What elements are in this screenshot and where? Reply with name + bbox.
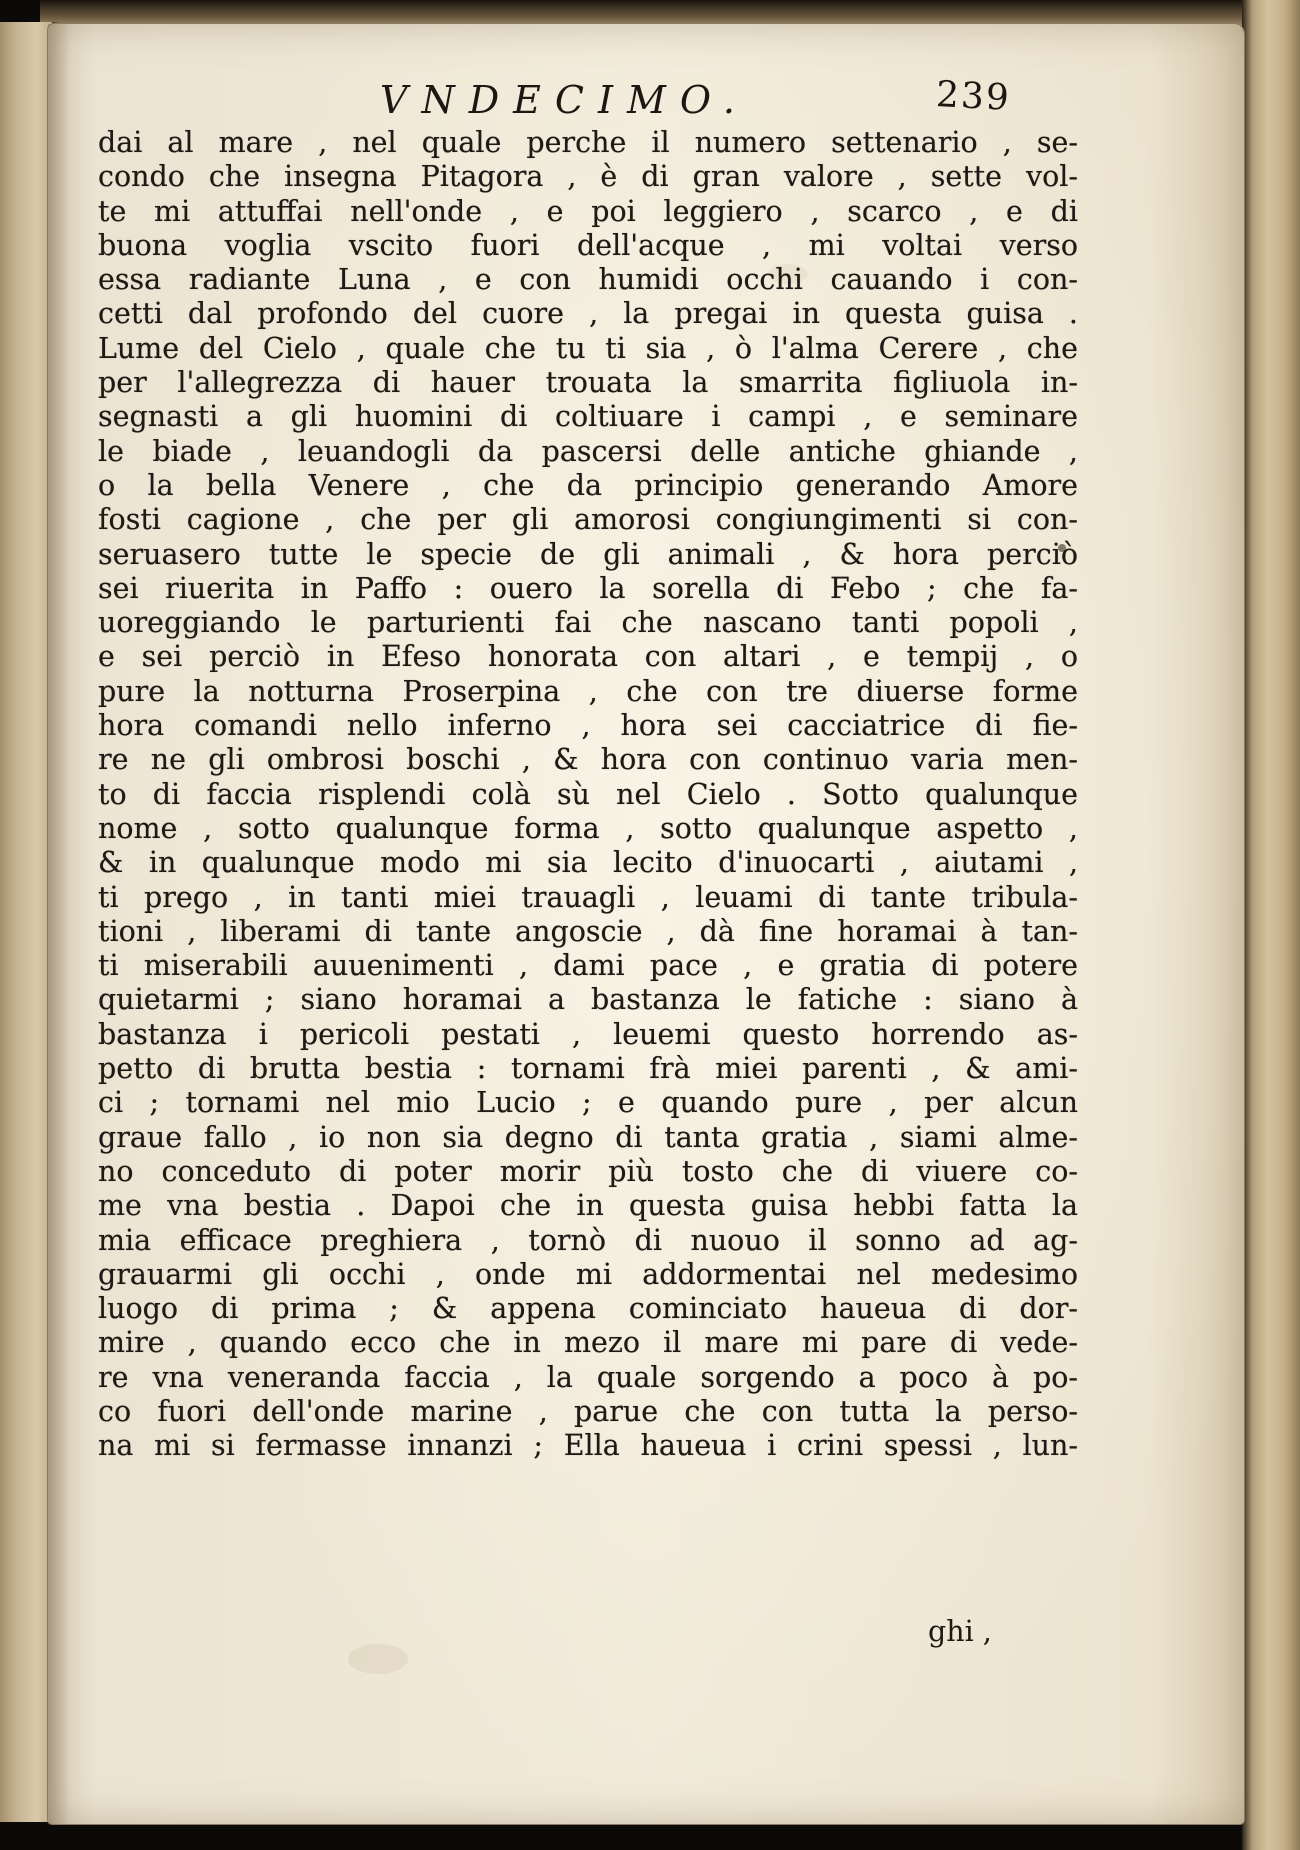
text-line: segnasti a gli huomini di coltiuare i campi , e seminare xyxy=(98,400,1078,434)
text-line: to di faccia risplendi colà sù nel Cielo . Sotto qualunque xyxy=(98,777,1078,811)
text-line: dai al mare , nel quale perche il numero settenario , se- xyxy=(98,126,1078,159)
text-line: e sei perciò in Efeso honorata con altari , e tempij , o xyxy=(98,640,1078,674)
text-line: le biade , leuandogli da pascersi delle antiche ghiande , xyxy=(98,434,1078,468)
text-line: co fuori dell'onde marine , parue che con tutta la perso- xyxy=(98,1394,1078,1428)
text-line: Lume del Cielo , quale che tu ti sia , ò l'alma Cerere , che xyxy=(98,331,1078,365)
text-line: & in qualunque modo mi sia lecito d'inuocarti , aiutami , xyxy=(98,846,1078,880)
text-line: per l'allegrezza di hauer trouata la smarrita figliuola in- xyxy=(98,366,1078,400)
text-block xyxy=(98,126,1078,1464)
text-line: essa radiante Luna , e con humidi occhi cauando i con- xyxy=(98,263,1078,297)
text-line: te mi attuffai nell'onde , e poi leggiero , scarco , e di xyxy=(98,194,1078,228)
text-line: na mi si fermasse innanzi ; Ella haueua i crini spessi , lun- xyxy=(98,1429,1078,1463)
binding-edge xyxy=(1242,0,1300,1850)
text-line: sei riuerita in Paffo : ouero la sorella di Febo ; che fa- xyxy=(98,571,1078,605)
text-line: cetti dal profondo del cuore , la pregai in questa guisa . xyxy=(98,297,1078,331)
text-line: hora comandi nello inferno , hora sei cacciatrice di fie- xyxy=(98,709,1078,743)
text-line: seruasero tutte le specie de gli animali , & hora perciò xyxy=(98,537,1078,571)
text-line: tioni , liberami di tante angoscie , dà fine horamai à tan- xyxy=(98,914,1078,948)
text-line: mia efficace preghiera , tornò di nuouo il sonno ad ag- xyxy=(98,1223,1078,1257)
text-line: nome , sotto qualunque forma , sotto qualunque aspetto , xyxy=(98,811,1078,845)
text-line: re vna veneranda faccia , la quale sorgendo a poco à po- xyxy=(98,1360,1078,1394)
catchword: ghi , xyxy=(928,1615,992,1648)
text-line: grauarmi gli occhi , onde mi addormentai nel medesimo xyxy=(98,1257,1078,1291)
page-number: 239 xyxy=(934,74,1012,119)
text-line: quietarmi ; siano horamai a bastanza le fatiche : siano à xyxy=(98,983,1078,1017)
text-line: fosti cagione , che per gli amorosi congiungimenti si con- xyxy=(98,503,1078,537)
text-line: petto di brutta bestia : tornami frà miei parenti , & ami- xyxy=(98,1052,1078,1086)
text-line: luogo di prima ; & appena cominciato haueua di dor- xyxy=(98,1292,1078,1326)
text-line: ti miserabili auuenimenti , dami pace , e gratia di potere xyxy=(98,949,1078,983)
text-line: buona voglia vscito fuori dell'acque , mi voltai verso xyxy=(98,228,1078,262)
text-line: mire , quando ecco che in mezo il mare mi pare di vede- xyxy=(98,1326,1078,1360)
text-line: graue fallo , io non sia degno di tanta gratia , siami alme- xyxy=(98,1120,1078,1154)
text-line: me vna bestia . Dapoi che in questa guisa hebbi fatta la xyxy=(98,1189,1078,1223)
text-line: condo che insegna Pitagora , è di gran valore , sette vol- xyxy=(98,160,1078,194)
book-page xyxy=(48,24,1244,1824)
text-line: ti prego , in tanti miei trauagli , leuami di tante tribula- xyxy=(98,880,1078,914)
text-line: o la bella Venere , che da principio generando Amore xyxy=(98,468,1078,502)
running-head xyxy=(48,74,1244,134)
text-line: no conceduto di poter morir più tosto che di viuere co- xyxy=(98,1154,1078,1188)
facing-page-edge xyxy=(0,22,54,1822)
foxing-spot xyxy=(348,1644,408,1674)
text-line: bastanza i pericoli pestati , leuemi questo horrendo as- xyxy=(98,1017,1078,1051)
text-line: ci ; tornami nel mio Lucio ; e quando pure , per alcun xyxy=(98,1086,1078,1120)
running-head-title: VNDECIMO. xyxy=(380,78,749,122)
text-line: uoreggiando le parturienti fai che nascano tanti popoli , xyxy=(98,606,1078,640)
text-line: re ne gli ombrosi boschi , & hora con continuo varia men- xyxy=(98,743,1078,777)
text-line: pure la notturna Proserpina , che con tre diuerse forme xyxy=(98,674,1078,708)
